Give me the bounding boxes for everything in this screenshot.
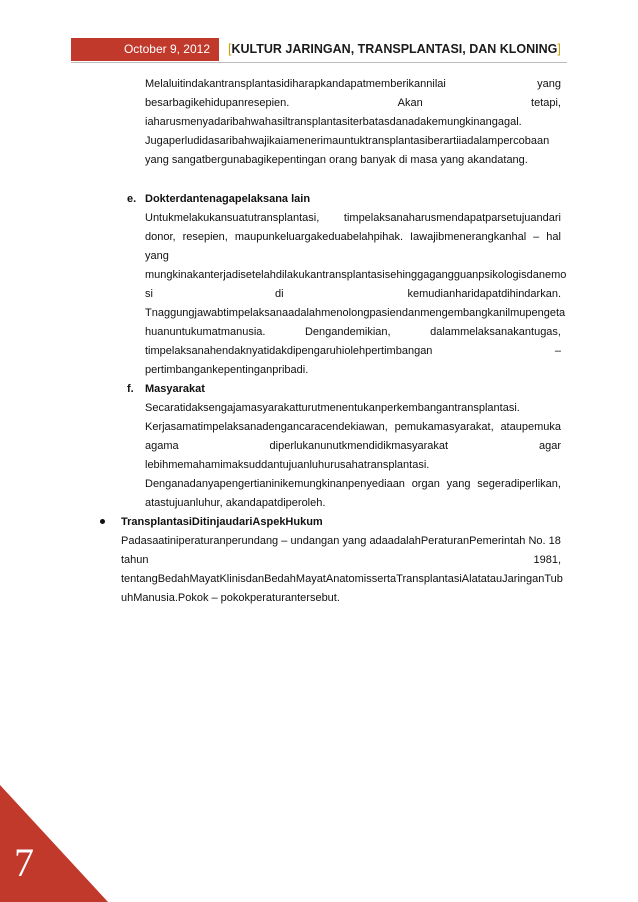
para1-line-4: Jugaperludidasaribahwajikaiamenerimauntuktransplantasiberartiiadalampercobaan — [145, 135, 550, 147]
section-f-line-1: Secaratidaksengajamasyarakatturutmenentukanperkembangantransplantasi. — [145, 402, 520, 414]
text-fragment: agama — [145, 440, 179, 452]
header-title-block — [228, 38, 561, 61]
section-e-marker: e. — [127, 193, 137, 205]
text-fragment: Dengandemikian, — [304, 326, 391, 338]
text-fragment: Melaluitindakantransplantasidiharapkandapatmemberikannilai — [145, 78, 446, 90]
text-fragment: maupunkeluargakeduabelahpihak. — [234, 231, 404, 243]
header-rule — [71, 62, 567, 63]
text-fragment: adaadalahPeraturanPemerintah — [369, 535, 526, 547]
text-fragment: timpelaksanaharusmendapatparsetujuandari — [343, 212, 561, 224]
header-title: KULTUR JARINGAN, TRANSPLANTASI, DAN KLONING — [231, 42, 558, 56]
text-fragment: – — [281, 535, 288, 547]
text-fragment: timpelaksanahendaknyatidakdipengaruhiolehpertimbangan — [145, 345, 433, 357]
text-fragment: resepien, — [182, 231, 228, 243]
text-fragment: 1981, — [533, 554, 561, 566]
section-hukum-line-4: uhManusia.Pokok – pokokperaturantersebut. — [121, 592, 340, 604]
text-fragment: kemudianharidapatdihindarkan. — [407, 288, 561, 300]
text-fragment: organ — [411, 478, 440, 490]
text-fragment: donor, — [145, 231, 176, 243]
section-hukum-line-3: tentangBedahMayatKlinisdanBedahMayatAnatomissertaTransplantasiAlatatauJaringanTub — [121, 573, 563, 585]
section-e-line-3: yang — [145, 250, 169, 262]
text-fragment: 18 — [548, 535, 561, 547]
text-fragment: huanuntukumatmanusia. — [145, 326, 266, 338]
text-fragment: – — [533, 231, 540, 243]
text-fragment: – — [554, 345, 561, 357]
section-e-line-6: Tnaggungjawabtimpelaksanaadalahmenolongpasiendanmengembangkanilmupengeta — [145, 307, 566, 319]
text-fragment: tetapi, — [531, 97, 561, 109]
text-fragment: Akan — [397, 97, 423, 109]
text-fragment: Kerjasamatimpelaksanadengancaracendekiawan, — [145, 421, 388, 433]
para1-line-1 — [145, 75, 561, 94]
text-fragment: undangan — [290, 535, 340, 547]
section-hukum-line-2 — [121, 551, 561, 570]
text-fragment: besarbagikehidupanresepien. — [145, 97, 290, 109]
text-fragment: agar — [538, 440, 561, 452]
para1-line-5: yang sangatbergunabagikepentingan orang banyak di masa yang akandatang. — [145, 154, 528, 166]
section-f-marker: f. — [127, 383, 134, 395]
section-e-line-1 — [145, 209, 561, 228]
header-date: October 9, 2012 — [71, 38, 219, 61]
page-number: 7 — [14, 840, 34, 885]
text-fragment: segeradiperlikan, — [477, 478, 561, 490]
section-f-line-2 — [145, 418, 561, 437]
text-fragment: yang — [537, 78, 561, 90]
bullet-icon — [100, 519, 105, 524]
text-fragment: yang — [446, 478, 471, 490]
text-fragment: tahun — [121, 554, 149, 566]
text-fragment: diperlukanunutkmendidikmasyarakat — [269, 440, 449, 452]
text-fragment: dalammelaksanakantugas, — [430, 326, 561, 338]
text-fragment: hal — [546, 231, 561, 243]
section-f-heading: Masyarakat — [145, 383, 205, 395]
para1-line-3: iaharusmenyadaribahwahasiltransplantasiterbatasdanadakemungkinangagal. — [145, 116, 522, 128]
para1-line-2 — [145, 94, 561, 113]
section-f-line-3 — [145, 437, 561, 456]
header-close-bracket: ] — [557, 42, 561, 56]
text-fragment: pemukamasyarakat, — [394, 421, 494, 433]
section-hukum-line-1 — [121, 532, 561, 551]
section-e-line-2 — [145, 228, 561, 247]
section-f-line-6: atastujuanluhur, akandapatdiperoleh. — [145, 497, 326, 509]
section-hukum-heading: TransplantasiDitinjaudariAspekHukum — [121, 516, 323, 528]
text-fragment: No. — [528, 535, 546, 547]
section-e-line-9: pertimbangankepentinganpribadi. — [145, 364, 309, 376]
text-fragment: Untukmelakukansuatutransplantasi, — [145, 212, 320, 224]
text-fragment: si — [145, 288, 153, 300]
section-f-line-5 — [145, 475, 561, 494]
text-fragment: yang — [342, 535, 367, 547]
text-fragment: di — [275, 288, 284, 300]
text-fragment: ataupemuka — [500, 421, 561, 433]
section-f-line-4: lebihmemahamimaksuddantujuanluhurusahatransplantasi. — [145, 459, 430, 471]
text-fragment: Denganadanyapengertianinikemungkinanpenyediaan — [145, 478, 405, 490]
section-e-line-8 — [145, 342, 561, 361]
header-open-bracket: [ — [228, 42, 232, 56]
section-e-line-4: mungkinakanterjadisetelahdilakukantransplantasisehinggagangguanpsikologisdanemo — [145, 269, 567, 281]
section-e-heading: Dokterdantenagapelaksana lain — [145, 193, 311, 205]
section-e-line-7 — [145, 323, 561, 342]
text-fragment: Iawajibmenerangkanhal — [410, 231, 527, 243]
text-fragment: Padasaatiniperaturanperundang — [121, 535, 279, 547]
